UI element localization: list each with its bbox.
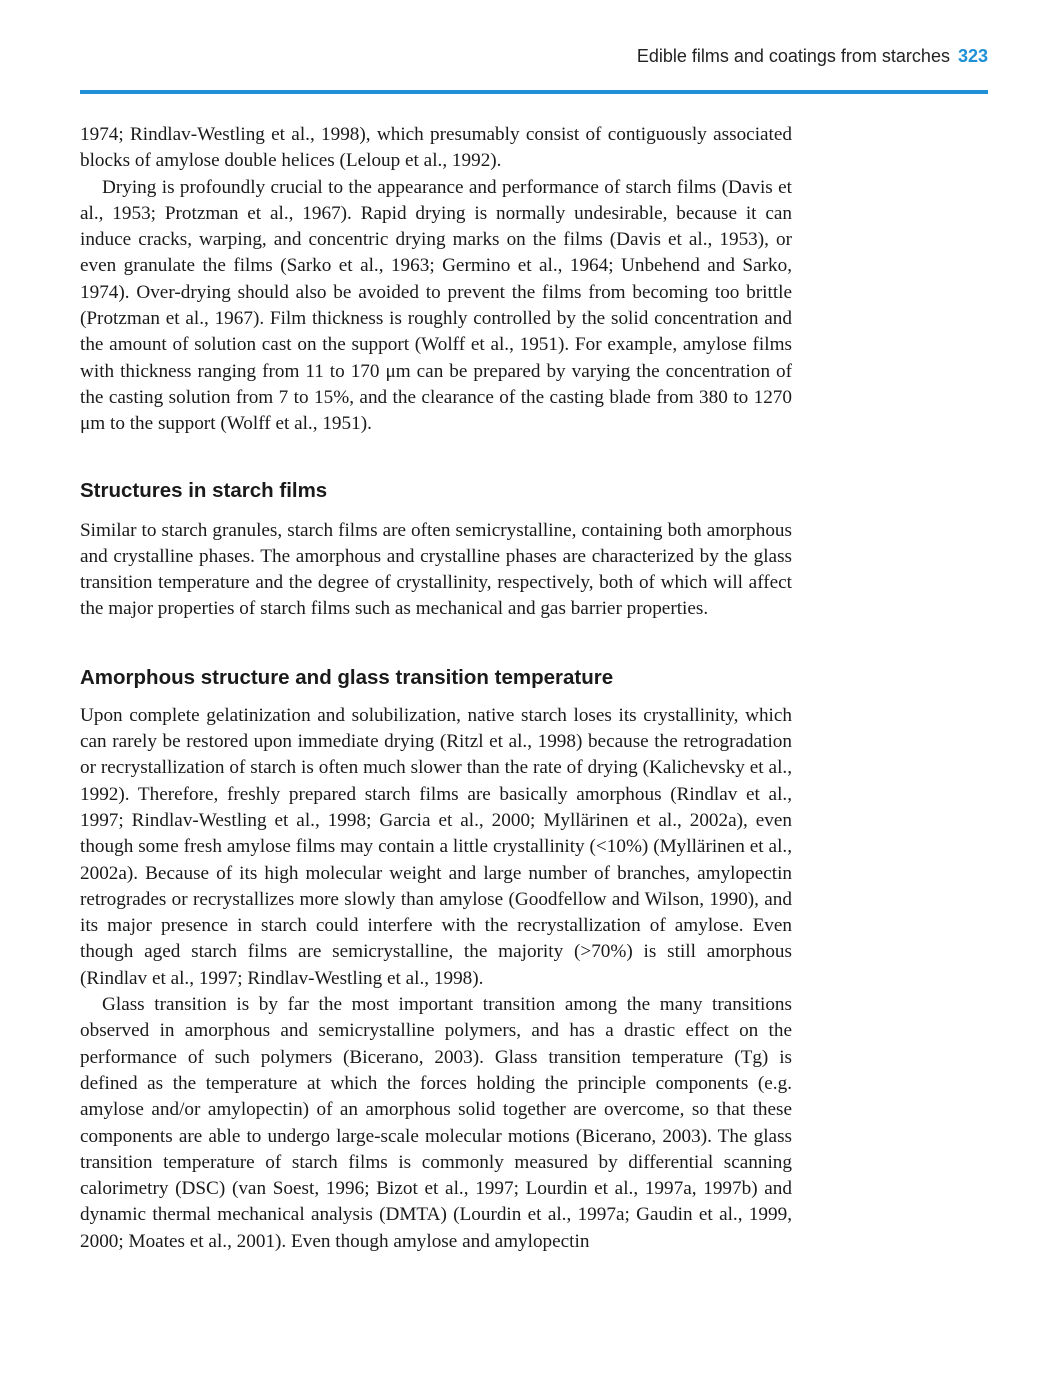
header-rule bbox=[80, 90, 988, 94]
running-title: Edible films and coatings from starches bbox=[636, 46, 950, 66]
paragraph-1: 1974; Rindlav-Westling et al., 1998), which presumably consist of contiguously associated blocks of amylose double helices (Leloup et al., 1992). bbox=[80, 124, 792, 172]
section-heading-structures: Structures in starch films bbox=[80, 478, 328, 502]
paragraph-4: Upon complete gelatinization and solubilization, native starch loses its crystallinity, which can rarely be restored upon immediate drying (Ritzl et al., 1998) because the retrogradation or recrystallization of starch is often much slower than the rate of drying (Kalichevsky et al., 1992). Therefore, freshly prepared starch films are basically amorphous (Rindlav et al., 1997; Rindlav-Westling et al., 1998; Garcia et al., 2000; Myllärinen et al., 2002a), even though some fresh amylose films may contain a little crystallinity (<10%) (Myllärinen et al., 2002a). Because of its high molecular weight and large number of branches, amylopectin retrogrades or recrystallizes more slowly than amylose (Goodfellow and Wilson, 1990), and its major presence in starch could interfere with the recrystallization of amylose. Even though aged starch films are semicrystalline, the majority (>70%) is still amorphous (Rindlav et al., 1997; Rindlav-Westling et al., 1998). bbox=[80, 704, 792, 989]
section-heading-amorphous: Amorphous structure and glass transition temperature bbox=[80, 665, 614, 689]
body-text bbox=[80, 122, 792, 1255]
paragraph-3: Similar to starch granules, starch films are often semicrystalline, containing both amorphous and crystalline phases. The amorphous and crystalline phases are characterized by the glass transition temperature and the degree of crystallinity, respectively, both of which will affect the major properties of starch films such as mechanical and gas barrier properties. bbox=[80, 519, 792, 620]
paragraph-5: Glass transition is by far the most important transition among the many transitions observed in amorphous and semicrystalline polymers, and has a drastic effect on the performance of such polymers (Bicerano, 2003). Glass transition temperature (Tg) is defined as the temperature at which the forces holding the principle components (e.g. amylose and/or amylopectin) of an amorphous solid together are overcome, so that these components are able to undergo large-scale molecular motions (Bicerano, 2003). The glass transition temperature of starch films is commonly measured by differential scanning calorimetry (DSC) (van Soest, 1996; Bizot et al., 1997; Lourdin et al., 1997a, 1997b) and dynamic thermal mechanical analysis (DMTA) (Lourdin et al., 1997a; Gaudin et al., 1999, 2000; Moates et al., 2001). Even though amylose and amylopectin bbox=[80, 994, 792, 1252]
page-number: 323 bbox=[957, 46, 988, 66]
running-header bbox=[80, 46, 988, 67]
paragraph-2: Drying is profoundly crucial to the appearance and performance of starch films (Davis et al., 1953; Protzman et al., 1967). Rapid drying is normally undesirable, because it can induce cracks, warping, and concentric drying marks on the films (Davis et al., 1953), or even granulate the films (Sarko et al., 1963; Germino et al., 1964; Unbehend and Sarko, 1974). Over-drying should also be avoided to prevent the films from becoming too brittle (Protzman et al., 1967). Film thickness is roughly controlled by the solid concentration and the amount of solution cast on the support (Wolff et al., 1951). For example, amylose films with thickness ranging from 11 to 170 μm can be prepared by varying the concentration of the casting solution from 7 to 15%, and the clearance of the casting blade from 380 to 1270 μm to the support (Wolff et al., 1951). bbox=[80, 176, 792, 435]
